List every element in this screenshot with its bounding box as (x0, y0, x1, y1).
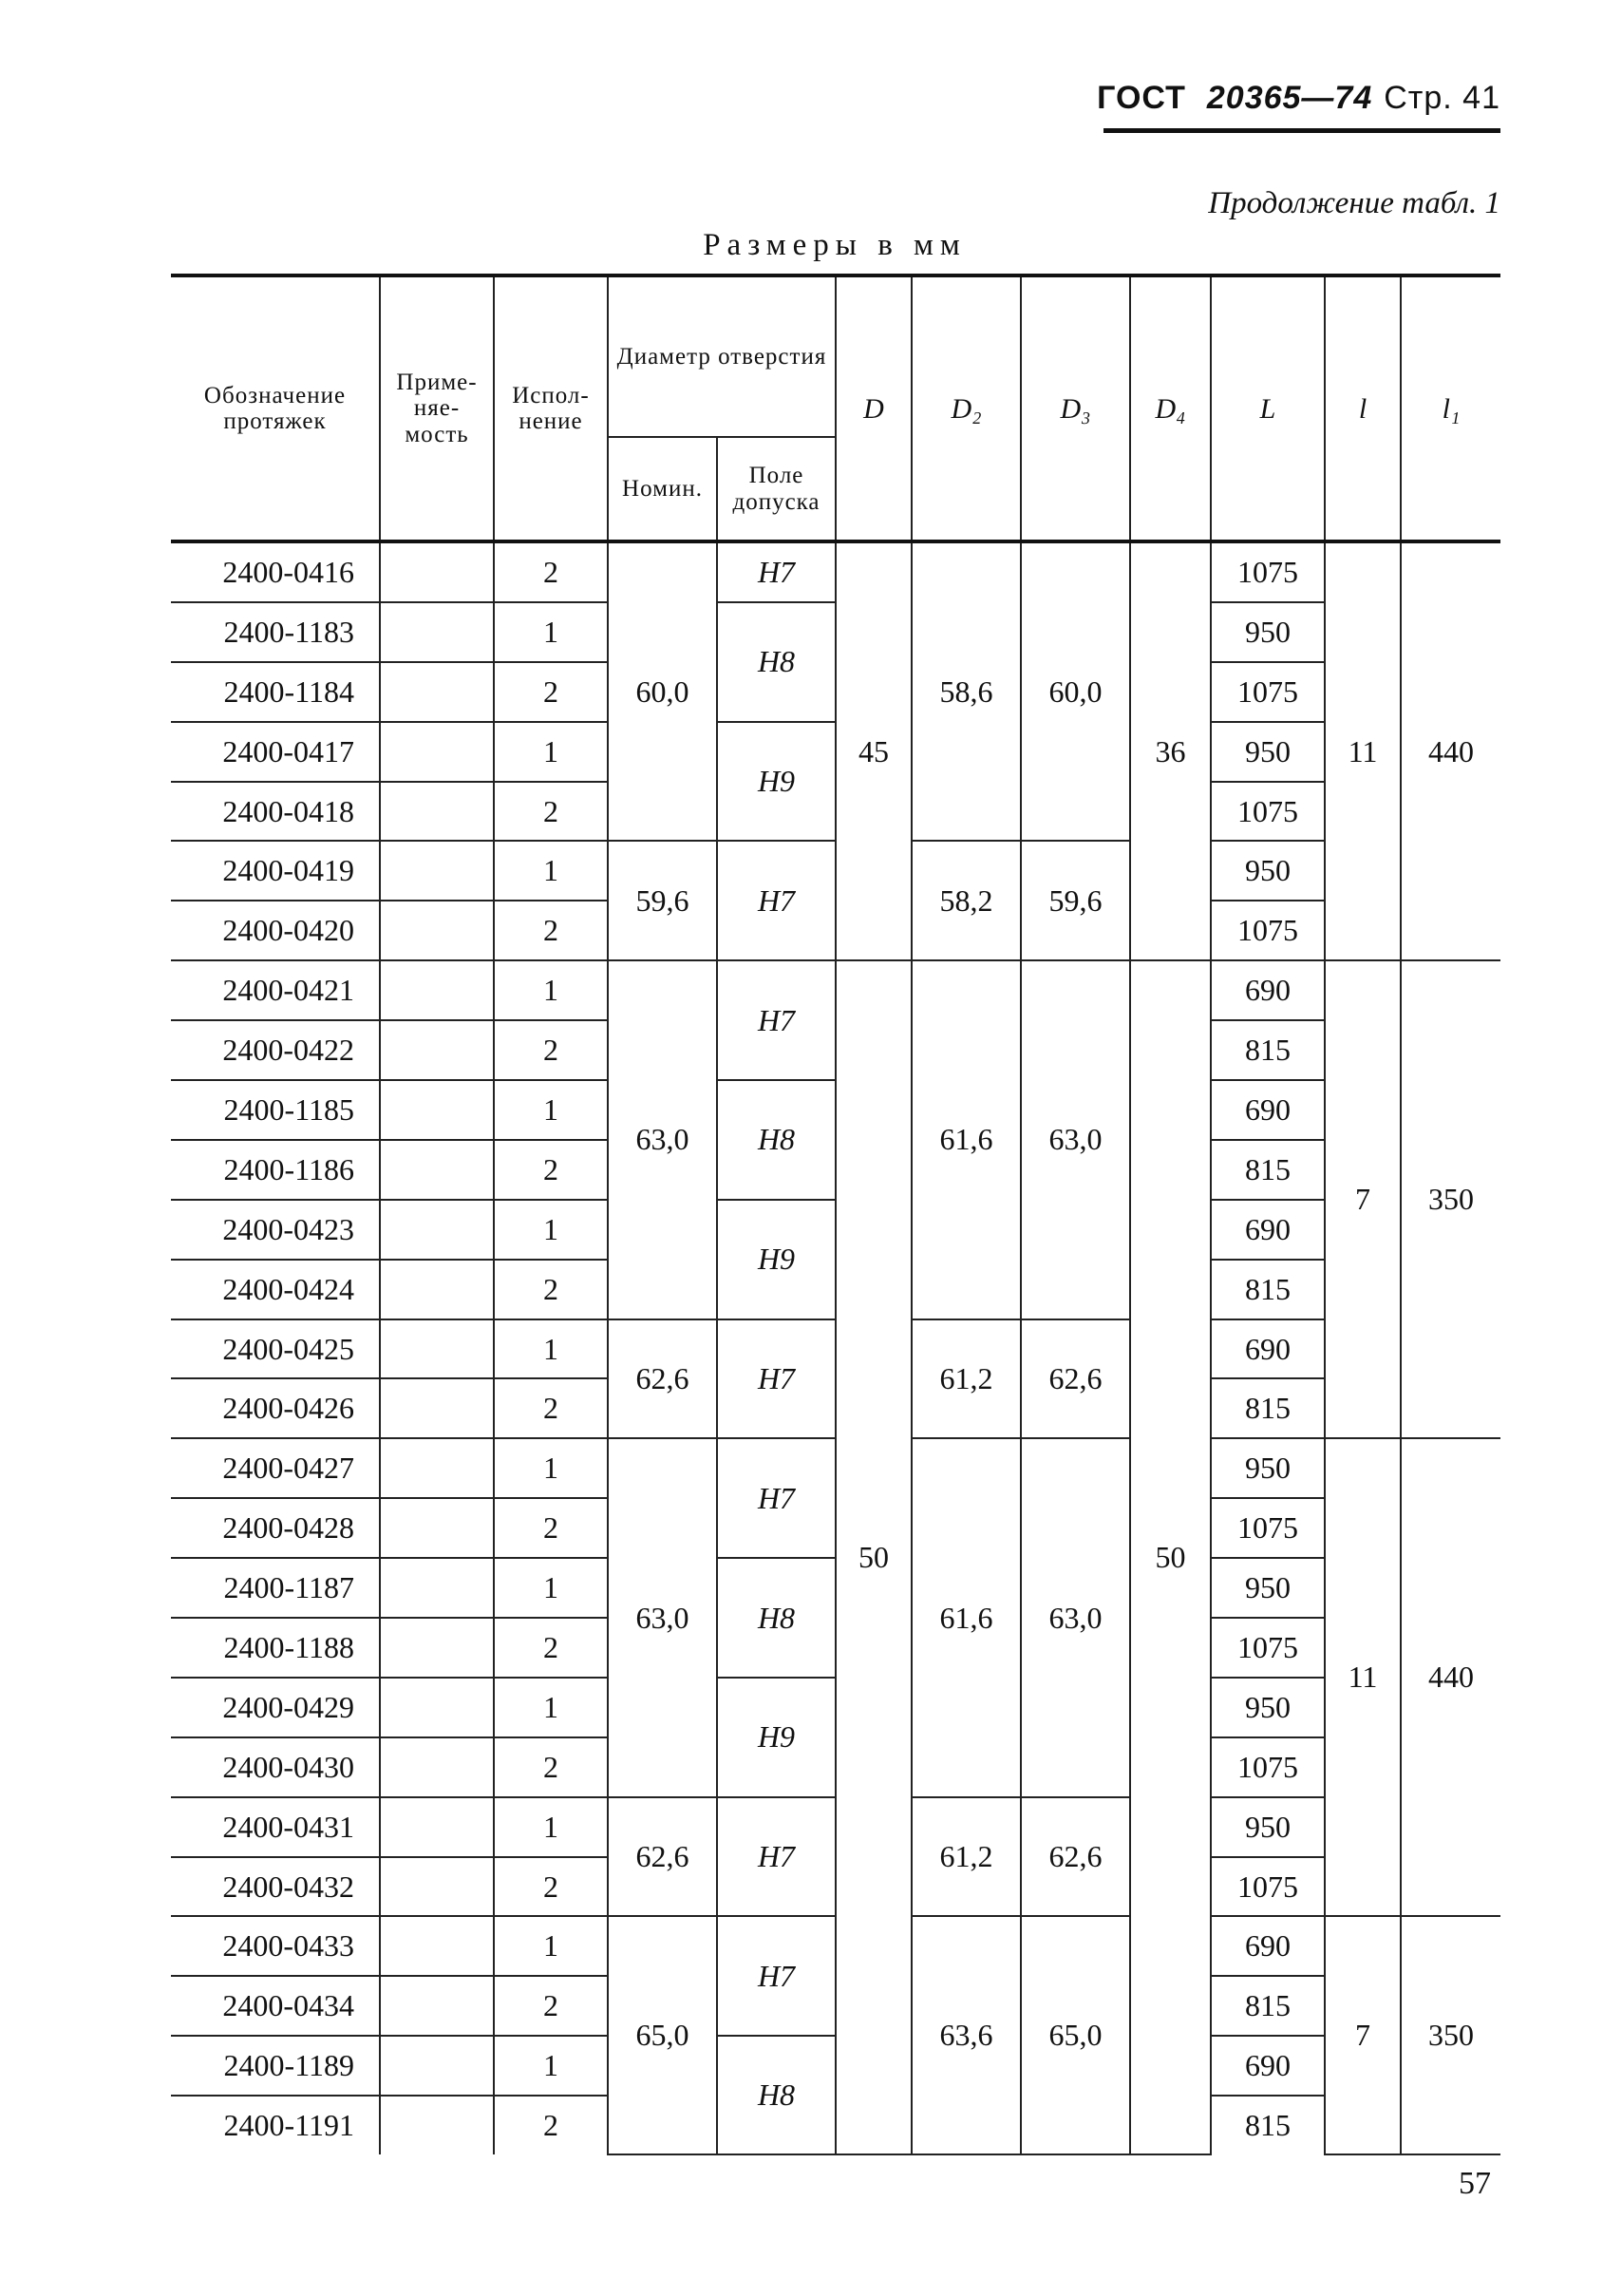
L-cell: 1075 (1211, 1618, 1325, 1678)
header-rule (1103, 128, 1500, 133)
designation-cell: 2400-0433 (171, 1916, 380, 1976)
tolerance-cell: H8 (717, 1080, 836, 1200)
version-cell: 1 (494, 1797, 608, 1857)
D3-cell: 62,6 (1021, 1319, 1130, 1439)
applicability-cell (380, 722, 494, 782)
l-cell: 7 (1325, 1916, 1401, 2154)
L-cell: 950 (1211, 1797, 1325, 1857)
tolerance-cell: H7 (717, 1797, 836, 1917)
applicability-cell (380, 1140, 494, 1200)
applicability-cell (380, 1020, 494, 1080)
applicability-cell (380, 1916, 494, 1976)
D3-cell: 63,0 (1021, 1438, 1130, 1796)
D4-cell: 50 (1130, 960, 1211, 2154)
L-cell: 815 (1211, 1976, 1325, 2036)
col-designation: Обозначение протяжек (171, 275, 380, 541)
L-cell: 690 (1211, 2036, 1325, 2096)
version-cell: 2 (494, 1857, 608, 1917)
page-number: 57 (1459, 2166, 1491, 2201)
designation-cell: 2400-0424 (171, 1260, 380, 1319)
applicability-cell (380, 1737, 494, 1797)
table-continuation-note: Продолжение табл. 1 (1208, 186, 1500, 220)
D2-cell: 61,6 (912, 1438, 1021, 1796)
D2-cell: 63,6 (912, 1916, 1021, 2154)
designation-cell: 2400-1188 (171, 1618, 380, 1678)
L-cell: 1075 (1211, 1857, 1325, 1917)
tolerance-cell: H7 (717, 1916, 836, 2036)
l1-cell: 440 (1401, 1438, 1500, 1916)
nominal-cell: 60,0 (608, 541, 717, 841)
L-cell: 690 (1211, 1319, 1325, 1379)
D2-cell: 58,2 (912, 841, 1021, 960)
col-version: Испол- нение (494, 275, 608, 541)
nominal-cell: 62,6 (608, 1319, 717, 1439)
applicability-cell (380, 2096, 494, 2154)
col-applicability: Приме- няе- мость (380, 275, 494, 541)
version-cell: 2 (494, 541, 608, 602)
L-cell: 1075 (1211, 782, 1325, 842)
L-cell: 950 (1211, 1678, 1325, 1737)
L-cell: 1075 (1211, 662, 1325, 722)
version-cell: 2 (494, 1737, 608, 1797)
L-cell: 690 (1211, 960, 1325, 1020)
applicability-cell (380, 901, 494, 960)
designation-cell: 2400-0421 (171, 960, 380, 1020)
designation-cell: 2400-0418 (171, 782, 380, 842)
version-cell: 2 (494, 1378, 608, 1438)
version-cell: 1 (494, 960, 608, 1020)
designation-cell: 2400-0431 (171, 1797, 380, 1857)
tolerance-cell: H7 (717, 1319, 836, 1439)
applicability-cell (380, 1857, 494, 1917)
D2-cell: 61,2 (912, 1797, 1021, 1917)
version-cell: 1 (494, 1558, 608, 1618)
nominal-cell: 65,0 (608, 1916, 717, 2154)
col-D: D (836, 275, 912, 541)
applicability-cell (380, 662, 494, 722)
standard-label: ГОСТ (1097, 80, 1186, 116)
D2-cell: 61,6 (912, 960, 1021, 1319)
applicability-cell (380, 1976, 494, 2036)
D3-cell: 60,0 (1021, 541, 1130, 841)
designation-cell: 2400-1189 (171, 2036, 380, 2096)
col-l1: l₁ (1401, 275, 1500, 541)
L-cell: 1075 (1211, 1737, 1325, 1797)
D3-cell: 62,6 (1021, 1797, 1130, 1917)
designation-cell: 2400-0422 (171, 1020, 380, 1080)
L-cell: 950 (1211, 722, 1325, 782)
version-cell: 2 (494, 901, 608, 960)
version-cell: 2 (494, 2096, 608, 2154)
tolerance-cell: H7 (717, 541, 836, 602)
version-cell: 1 (494, 1080, 608, 1140)
designation-cell: 2400-1187 (171, 1558, 380, 1618)
l-cell: 11 (1325, 1438, 1401, 1916)
tolerance-cell: H8 (717, 2036, 836, 2154)
version-cell: 1 (494, 722, 608, 782)
l-cell: 11 (1325, 541, 1401, 960)
table-row (171, 541, 1500, 602)
applicability-cell (380, 782, 494, 842)
applicability-cell (380, 1558, 494, 1618)
designation-cell: 2400-0419 (171, 841, 380, 901)
D-cell: 50 (836, 960, 912, 2154)
version-cell: 2 (494, 1260, 608, 1319)
designation-cell: 2400-0417 (171, 722, 380, 782)
applicability-cell (380, 1260, 494, 1319)
version-cell: 1 (494, 1678, 608, 1737)
version-cell: 2 (494, 1976, 608, 2036)
version-cell: 2 (494, 662, 608, 722)
version-cell: 1 (494, 1319, 608, 1379)
tolerance-cell: H9 (717, 722, 836, 842)
col-L: L (1211, 275, 1325, 541)
tolerance-cell: H9 (717, 1200, 836, 1319)
L-cell: 950 (1211, 1438, 1325, 1498)
applicability-cell (380, 541, 494, 602)
designation-cell: 2400-0425 (171, 1319, 380, 1379)
version-cell: 1 (494, 841, 608, 901)
L-cell: 690 (1211, 1200, 1325, 1260)
applicability-cell (380, 1498, 494, 1558)
applicability-cell (380, 1438, 494, 1498)
designation-cell: 2400-0426 (171, 1378, 380, 1438)
designation-cell: 2400-0434 (171, 1976, 380, 2036)
designation-cell: 2400-1191 (171, 2096, 380, 2154)
applicability-cell (380, 602, 494, 662)
col-D2: D₂ (912, 275, 1021, 541)
version-cell: 2 (494, 1020, 608, 1080)
L-cell: 1075 (1211, 901, 1325, 960)
dimensions-table-wrapper (171, 274, 1500, 2155)
L-cell: 690 (1211, 1916, 1325, 1976)
L-cell: 1075 (1211, 1498, 1325, 1558)
page-header (1097, 80, 1500, 117)
designation-cell: 2400-0429 (171, 1678, 380, 1737)
applicability-cell (380, 1319, 494, 1379)
l1-cell: 350 (1401, 1916, 1500, 2154)
version-cell: 1 (494, 1438, 608, 1498)
D4-cell: 36 (1130, 541, 1211, 960)
applicability-cell (380, 1618, 494, 1678)
applicability-cell (380, 841, 494, 901)
designation-cell: 2400-0430 (171, 1737, 380, 1797)
tolerance-cell: H8 (717, 602, 836, 722)
D3-cell: 59,6 (1021, 841, 1130, 960)
applicability-cell (380, 1678, 494, 1737)
designation-cell: 2400-1184 (171, 662, 380, 722)
L-cell: 815 (1211, 1140, 1325, 1200)
applicability-cell (380, 1797, 494, 1857)
l1-cell: 350 (1401, 960, 1500, 1438)
L-cell: 815 (1211, 1020, 1325, 1080)
applicability-cell (380, 1378, 494, 1438)
dimensions-table (171, 274, 1500, 2155)
L-cell: 815 (1211, 1260, 1325, 1319)
designation-cell: 2400-0427 (171, 1438, 380, 1498)
D3-cell: 65,0 (1021, 1916, 1130, 2154)
version-cell: 2 (494, 1498, 608, 1558)
designation-cell: 2400-0432 (171, 1857, 380, 1917)
applicability-cell (380, 2036, 494, 2096)
version-cell: 1 (494, 1200, 608, 1260)
version-cell: 2 (494, 1140, 608, 1200)
D-cell: 45 (836, 541, 912, 960)
tolerance-cell: H9 (717, 1678, 836, 1797)
L-cell: 950 (1211, 602, 1325, 662)
l-cell: 7 (1325, 960, 1401, 1438)
table-head (171, 275, 1500, 541)
col-D3: D₃ (1021, 275, 1130, 541)
D3-cell: 63,0 (1021, 960, 1130, 1319)
col-D4: D₄ (1130, 275, 1211, 541)
tolerance-cell: H7 (717, 841, 836, 960)
L-cell: 690 (1211, 1080, 1325, 1140)
nominal-cell: 63,0 (608, 960, 717, 1319)
col-hole-diameter: Диаметр отверстия (608, 275, 836, 437)
nominal-cell: 62,6 (608, 1797, 717, 1917)
col-nominal: Номин. (608, 437, 717, 541)
version-cell: 2 (494, 1618, 608, 1678)
version-cell: 2 (494, 782, 608, 842)
designation-cell: 2400-1185 (171, 1080, 380, 1140)
nominal-cell: 63,0 (608, 1438, 717, 1796)
designation-cell: 2400-0428 (171, 1498, 380, 1558)
version-cell: 1 (494, 602, 608, 662)
designation-cell: 2400-0423 (171, 1200, 380, 1260)
page-reference: Стр. 41 (1384, 80, 1500, 116)
version-cell: 1 (494, 1916, 608, 1976)
L-cell: 815 (1211, 1378, 1325, 1438)
table-body (171, 541, 1500, 2154)
applicability-cell (380, 960, 494, 1020)
L-cell: 950 (1211, 841, 1325, 901)
standard-number: 20365—74 (1206, 80, 1373, 116)
tolerance-cell: H7 (717, 960, 836, 1080)
L-cell: 950 (1211, 1558, 1325, 1618)
nominal-cell: 59,6 (608, 841, 717, 960)
designation-cell: 2400-1186 (171, 1140, 380, 1200)
col-l: l (1325, 275, 1401, 541)
tolerance-cell: H8 (717, 1558, 836, 1678)
applicability-cell (380, 1200, 494, 1260)
table-row (171, 960, 1500, 1020)
D2-cell: 58,6 (912, 541, 1021, 841)
col-tolerance: Поле допуска (717, 437, 836, 541)
applicability-cell (380, 1080, 494, 1140)
D2-cell: 61,2 (912, 1319, 1021, 1439)
designation-cell: 2400-0420 (171, 901, 380, 960)
l1-cell: 440 (1401, 541, 1500, 960)
designation-cell: 2400-1183 (171, 602, 380, 662)
units-caption: Размеры в мм (703, 228, 967, 262)
designation-cell: 2400-0416 (171, 541, 380, 602)
version-cell: 1 (494, 2036, 608, 2096)
L-cell: 815 (1211, 2096, 1325, 2154)
tolerance-cell: H7 (717, 1438, 836, 1558)
L-cell: 1075 (1211, 541, 1325, 602)
